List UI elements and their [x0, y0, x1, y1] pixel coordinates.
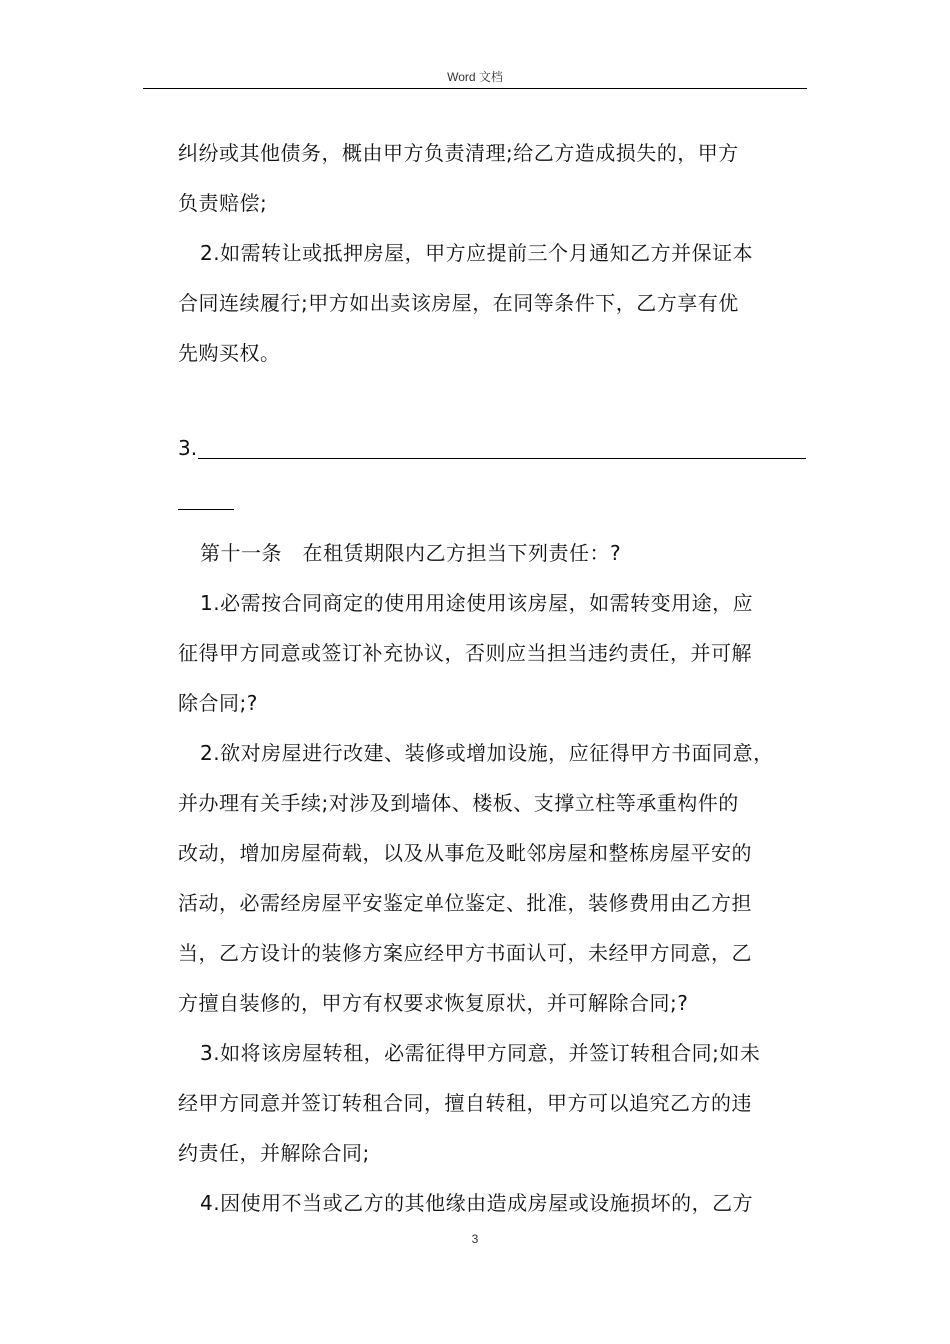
text-line: 负责赔偿; — [178, 191, 268, 215]
header-divider — [143, 88, 807, 89]
blank-space — [178, 478, 808, 528]
blank-space — [178, 428, 808, 478]
fill-in-blank-line-continued — [178, 509, 234, 510]
text-line: 当，乙方设计的装修方案应经甲方书面认可，未经甲方同意，乙 — [178, 941, 752, 965]
page-header-title: Word 文档 — [447, 70, 503, 84]
text-line: 4.因使用不当或乙方的其他缘由造成房屋或设施损坏的，乙方 — [200, 1191, 754, 1215]
blank-space — [178, 378, 808, 428]
fill-in-blank-line — [198, 458, 806, 459]
text-line: 2.如需转让或抵押房屋，甲方应提前三个月通知乙方并保证本 — [200, 241, 754, 265]
item-number: 3. — [178, 436, 198, 460]
text-line: 约责任，并解除合同; — [178, 1141, 370, 1165]
text-line: 除合同;? — [178, 691, 258, 715]
text-line: 改动，增加房屋荷载，以及从事危及毗邻房屋和整栋房屋平安的 — [178, 841, 752, 865]
text-line: 2.欲对房屋进行改建、装修或增加设施，应征得甲方书面同意， — [200, 741, 774, 765]
text-line: 纠纷或其他债务，概由甲方负责清理;给乙方造成损失的，甲方 — [178, 141, 739, 165]
document-body — [178, 128, 808, 1228]
text-line: 经甲方同意并签订转租合同，擅自转租，甲方可以追究乙方的违 — [178, 1091, 752, 1115]
text-line: 方擅自装修的，甲方有权要求恢复原状，并可解除合同;? — [178, 991, 689, 1015]
text-line: 活动，必需经房屋平安鉴定单位鉴定、批准，装修费用由乙方担 — [178, 891, 752, 915]
text-line: 1.必需按合同商定的使用用途使用该房屋，如需转变用途，应 — [200, 591, 754, 615]
text-line: 先购买权。 — [178, 341, 281, 365]
page-number: 3 — [471, 1232, 479, 1246]
article-heading: 第十一条 在租赁期限内乙方担当下列责任：? — [200, 541, 622, 565]
text-line: 征得甲方同意或签订补充协议，否则应当担当违约责任，并可解 — [178, 641, 752, 665]
text-line: 3.如将该房屋转租，必需征得甲方同意，并签订转租合同;如未 — [200, 1041, 761, 1065]
text-line: 合同连续履行;甲方如出卖该房屋，在同等条件下，乙方享有优 — [178, 291, 739, 315]
text-line: 并办理有关手续;对涉及到墙体、楼板、支撑立柱等承重构件的 — [178, 791, 739, 815]
